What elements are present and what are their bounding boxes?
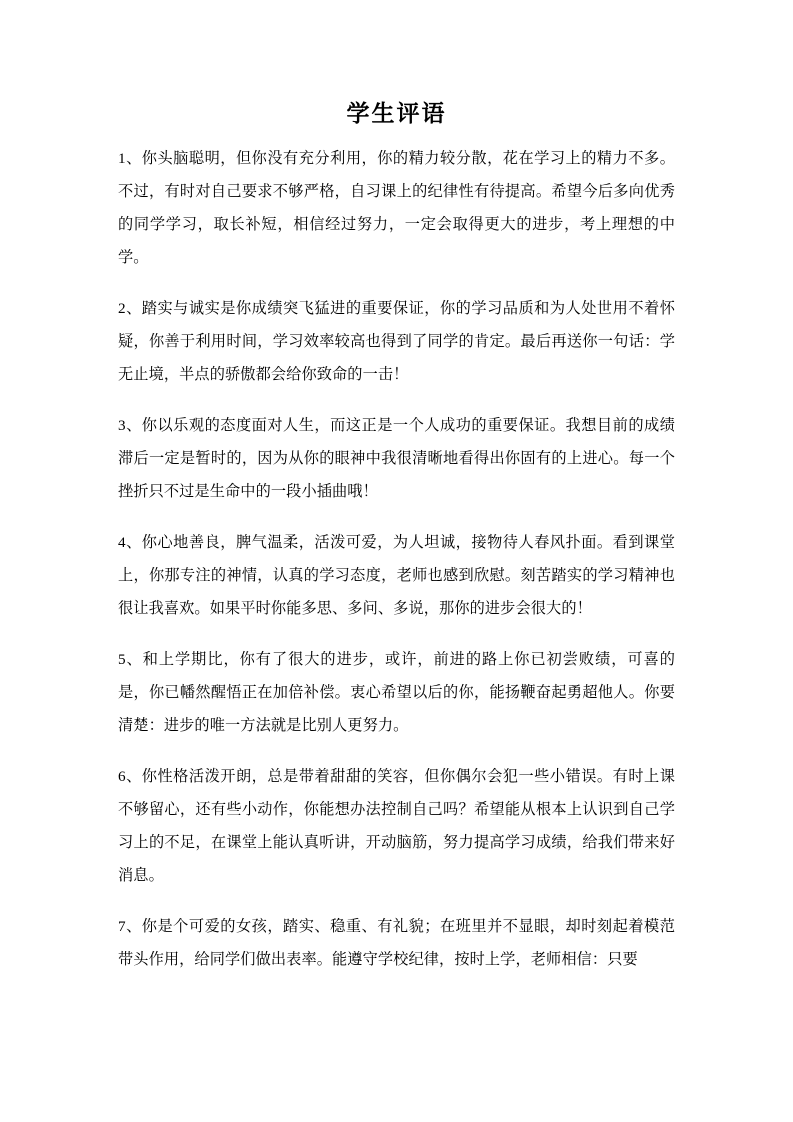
paragraph-2: 2、踏实与诚实是你成绩突飞猛进的重要保证，你的学习品质和为人处世用不着怀疑，你善于利用时间，学习效率较高也得到了同学的肯定。最后再送你一句话：学无止境，半点的骄傲都会给你致命的一击！ xyxy=(118,300,675,383)
page-title: 学生评语 xyxy=(346,100,447,126)
paragraph-5: 5、和上学期比，你有了很大的进步，或许，前进的路上你已初尝败绩，可喜的是，你已幡然醒悟正在加倍补偿。衷心希望以后的你，能扬鞭奋起勇超他人。你要清楚：进步的唯一方法就是比别人更努力。 xyxy=(118,651,675,734)
paragraph-1: 1、你头脑聪明，但你没有充分利用，你的精力较分散，花在学习上的精力不多。不过，有时对自己要求不够严格，自习课上的纪律性有待提高。希望今后多向优秀的同学学习，取长补短，相信经过努力，一定会取得更大的进步，考上理想的中学。 xyxy=(118,150,675,266)
paragraph-6: 6、你性格活泼开朗，总是带着甜甜的笑容，但你偶尔会犯一些小错误。有时上课不够留心，还有些小动作，你能想办法控制自己吗？希望能从根本上认识到自己学习上的不足，在课堂上能认真听讲，开动脑筋，努力提高学习成绩，给我们带来好消息。 xyxy=(118,768,675,884)
paragraph-3: 3、你以乐观的态度面对人生，而这正是一个人成功的重要保证。我想目前的成绩滞后一定是暂时的，因为从你的眼神中我很清晰地看得出你固有的上进心。每一个挫折只不过是生命中的一段小插曲哦！ xyxy=(118,417,675,500)
paragraph-4: 4、你心地善良，脾气温柔，活泼可爱，为人坦诚，接物待人春风扑面。看到课堂上，你那专注的神情，认真的学习态度，老师也感到欣慰。刻苦踏实的学习精神也很让我喜欢。如果平时你能多思、多问、多说，那你的进步会很大的！ xyxy=(118,534,675,617)
paragraph-7: 7、你是个可爱的女孩，踏实、稳重、有礼貌；在班里并不显眼，却时刻起着模范带头作用，给同学们做出表率。能遵守学校纪律，按时上学，老师相信：只要 xyxy=(118,918,675,968)
